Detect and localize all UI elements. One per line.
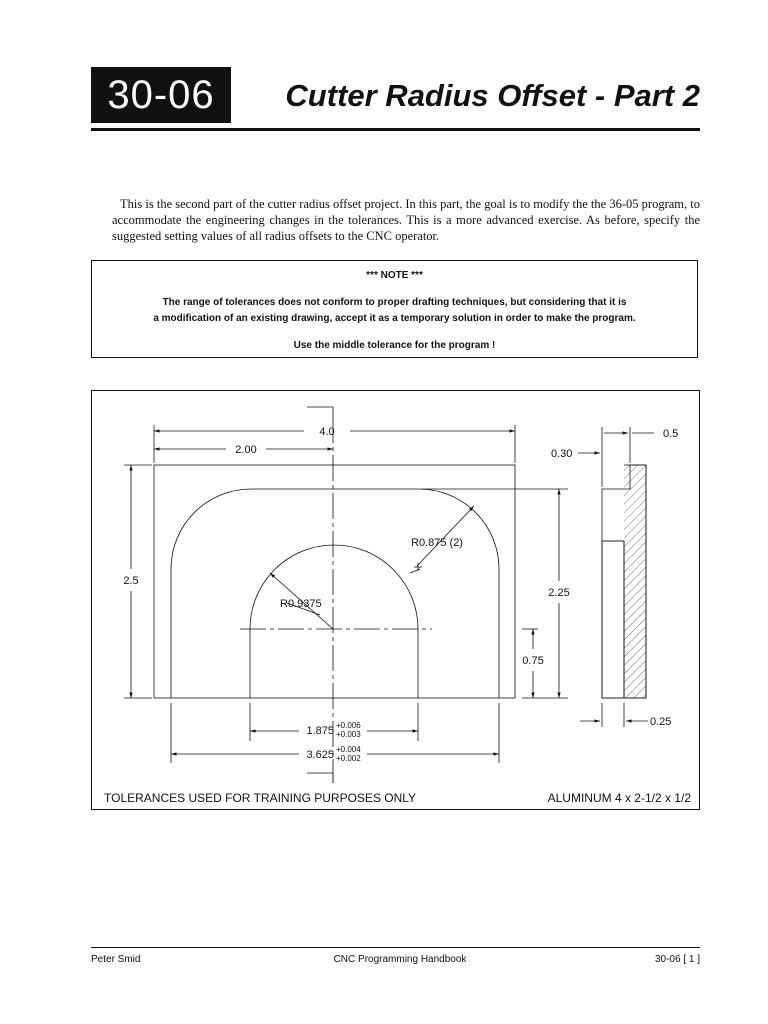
note-box [91,260,698,358]
section-step-width: 0.5 [663,428,679,440]
dim-outer-tol-lower: +0.002 [336,754,361,763]
note-line-3: Use the middle tolerance for the program ! [293,340,496,351]
section-step-height: 0.30 [551,448,573,460]
dim-arc-top-height: 2.25 [548,587,570,599]
note-line-2: a modification of an existing drawing, accept it as a temporary solution in order to make the program. [153,313,636,324]
footer-author: Peter Smid [91,954,141,965]
drawing-svg [92,391,701,811]
technical-drawing [91,390,700,810]
section-arrow-bottom [307,773,333,783]
dim-inner-tol-upper: +0.006 [336,721,361,730]
inner-arc-profile [250,545,418,698]
dim-overall-width: 4.0 [319,426,335,438]
dim-outer-tol-upper: +0.004 [336,745,361,754]
dim-center-offset: 2.00 [235,444,257,456]
section-thickness: 0.25 [650,716,672,728]
intro-paragraph: This is the second part of the cutter radius offset project. In this part, the goal is to modify the the 36-05 program, to accommodate the engineering changes in the tolerances. This is a more advanced exercise. As before, specify the suggested setting values of all radius offsets to the CNC operator. [112,197,700,243]
dim-arc-center-height: 0.75 [522,655,544,667]
radius-inner-label: R0.9375 [280,598,322,610]
section-number-badge: 30-06 [91,67,231,123]
footer-rule [91,947,700,948]
material-spec: ALUMINUM 4 x 2-1/2 x 1/2 [547,791,691,805]
page-title: Cutter Radius Offset - Part 2 [285,78,700,113]
section-arrow-top [307,407,333,417]
outer-arc-profile [171,489,499,698]
header-rule [91,128,700,131]
radius-outer-label: R0.875 (2) [411,537,463,549]
dim-inner-tol-lower: +0.003 [336,730,361,739]
tolerance-note: TOLERANCES USED FOR TRAINING PURPOSES ONLY [104,791,417,805]
note-title: *** NOTE *** [366,270,423,281]
dim-inner-width: 1.875 [306,725,334,737]
footer-page-number: 30-06 [ 1 ] [654,954,700,965]
dim-part-height: 2.5 [123,575,139,587]
footer-book-title: CNC Programming Handbook [333,954,467,965]
part-outline [154,465,515,698]
dim-outer-width: 3.625 [306,749,334,761]
note-line-1: The range of tolerances does not conform to proper drafting techniques, but considering that it is [162,297,627,308]
